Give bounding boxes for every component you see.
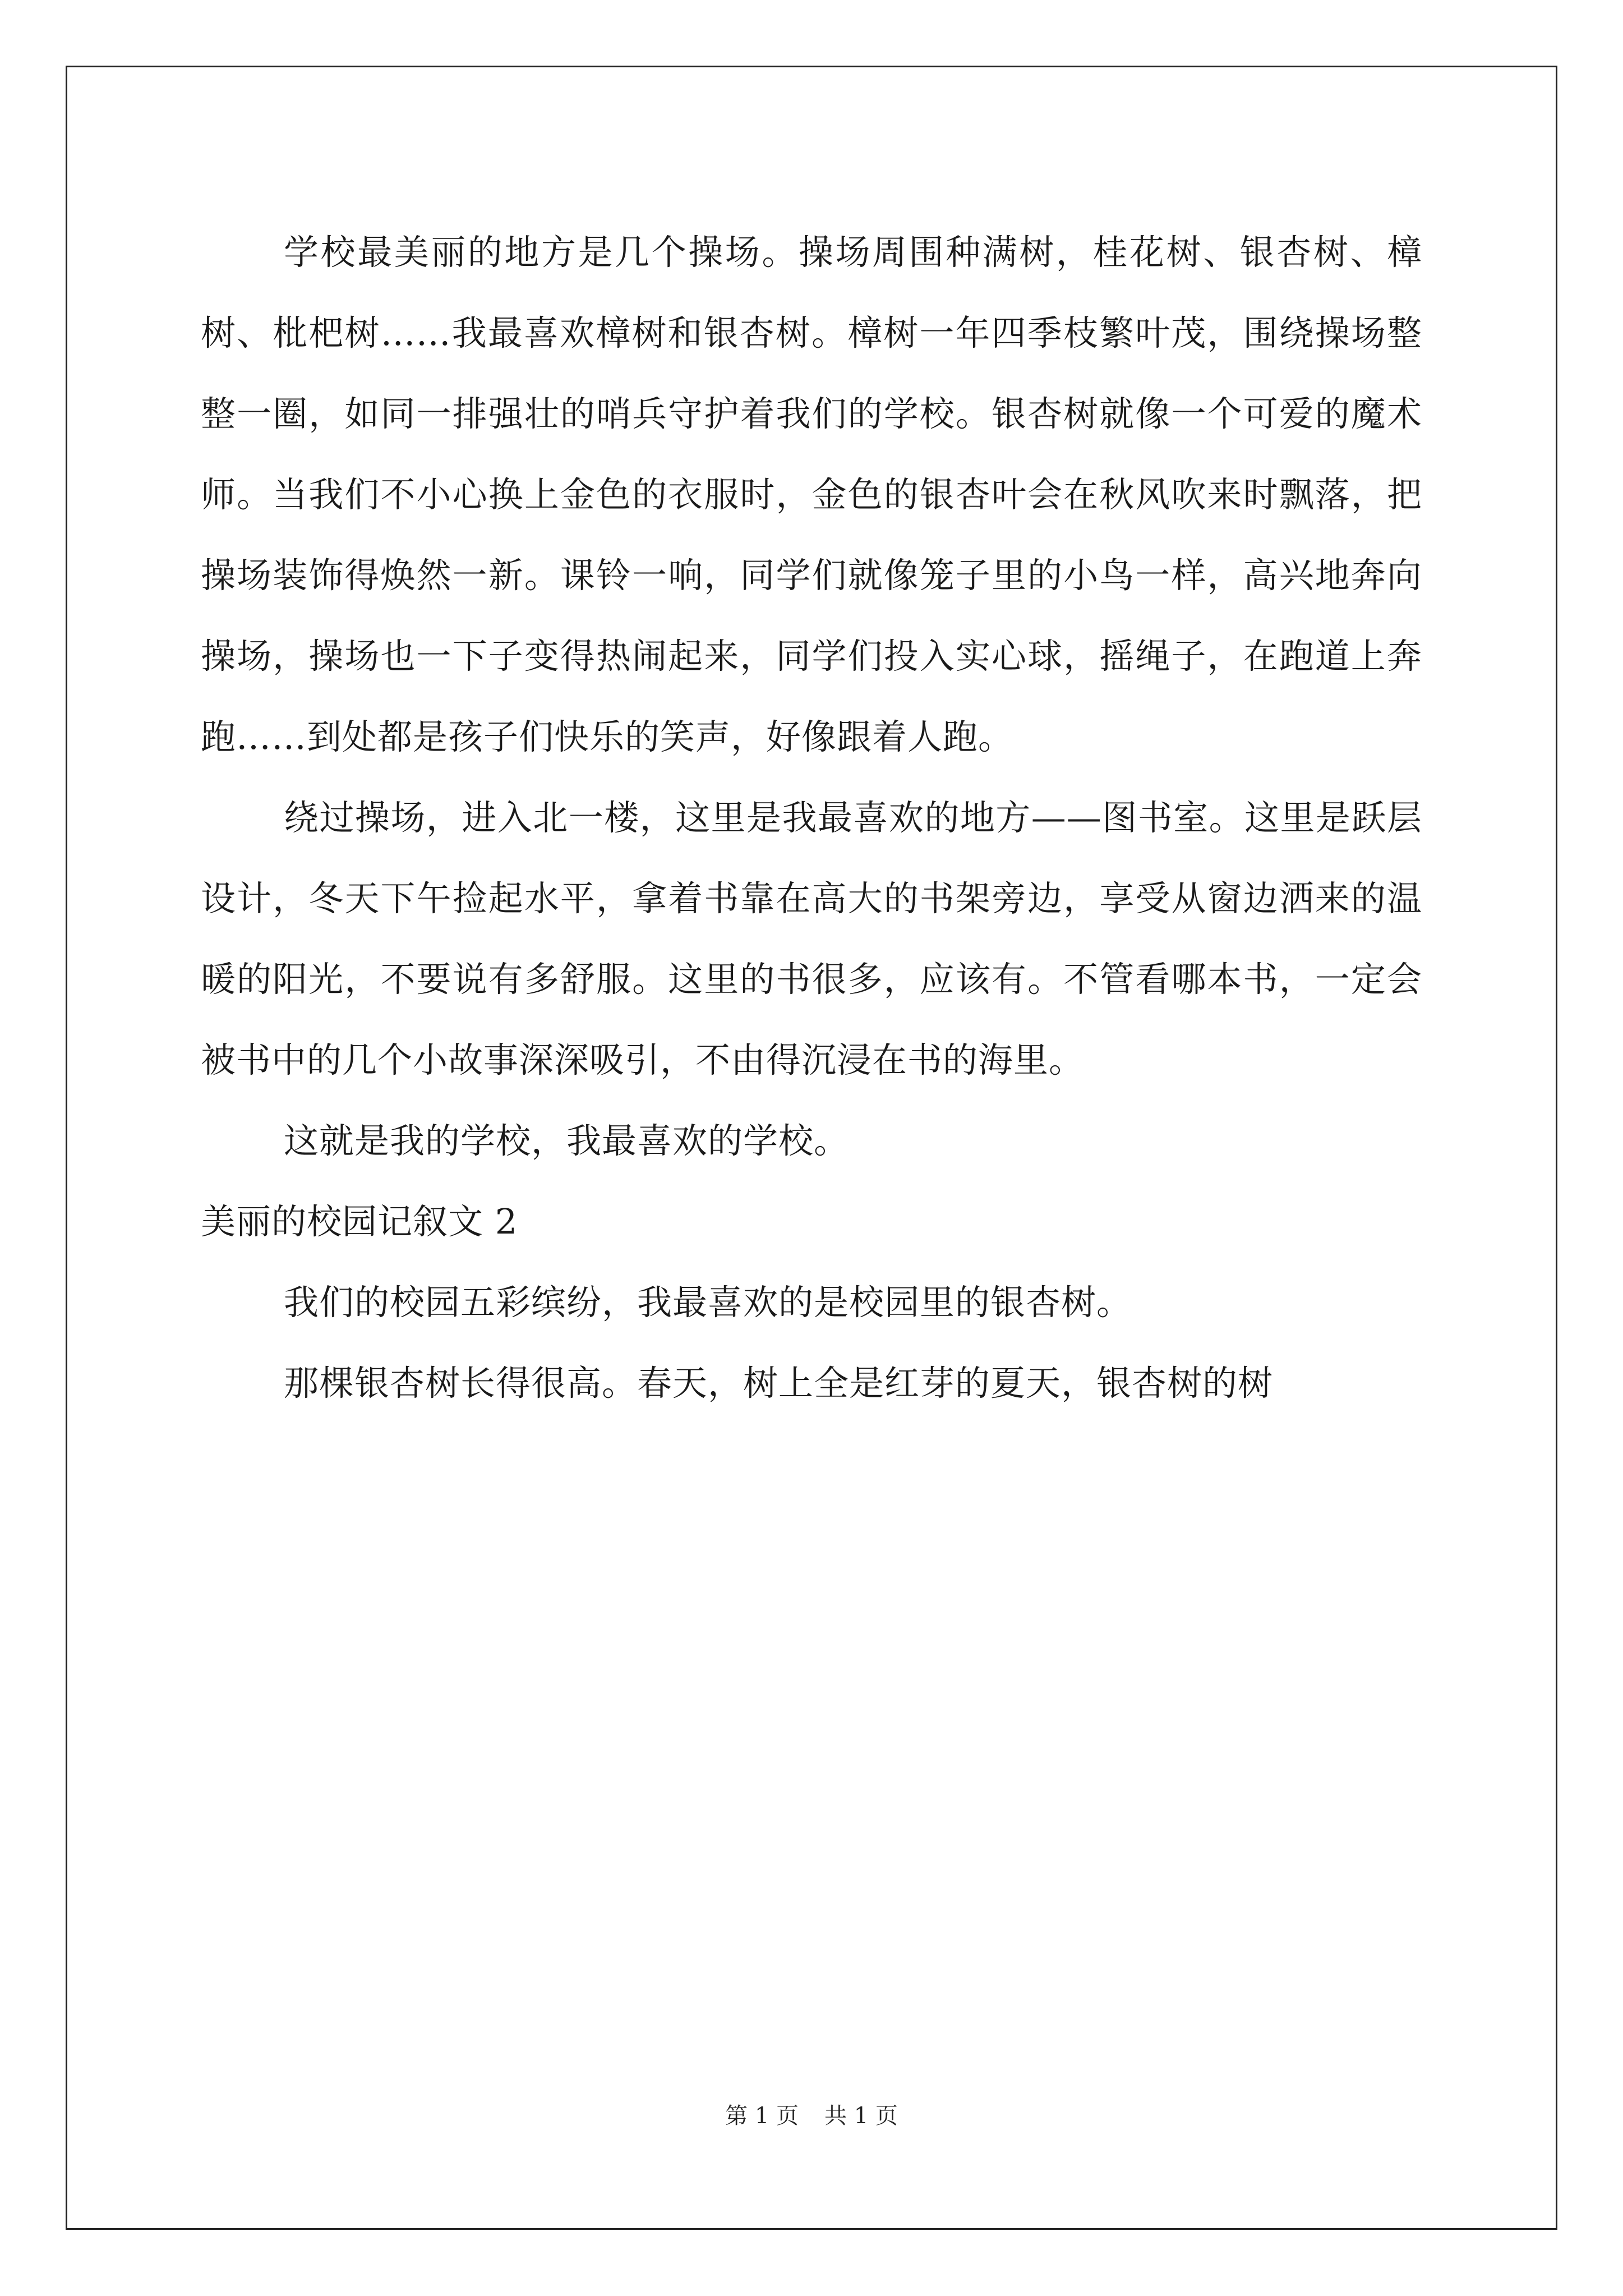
paragraph-playground: 学校最美丽的地方是几个操场。操场周围种满树，桂花树、银杏树、樟树、枇杷树……我最喜欢樟树和银杏树。樟树一年四季枝繁叶茂，围绕操场整整一圈，如同一排强壮的哨兵守护着我们的学校。银杏树就像一个可爱的魔术师。当我们不小心换上金色的衣服时，金色的银杏叶会在秋风吹来时飘落，把操场装饰得焕然一新。课铃一响，同学们就像笼子里的小鸟一样，高兴地奔向操场，操场也一下子变得热闹起来，同学们投入实心球，摇绳子，在跑道上奔跑……到处都是孩子们快乐的笑声，好像跟着人跑。 xyxy=(201,232,1422,757)
paragraph-conclusion: 这就是我的学校，我最喜欢的学校。 xyxy=(284,1120,850,1161)
page-total: 共 1 页 xyxy=(824,2103,898,2129)
paragraph-library: 绕过操场，进入北一楼，这里是我最喜欢的地方——图书室。这里是跃层设计，冬天下午捡起水平，拿着书靠在高大的书架旁边，享受从窗边洒来的温暖的阳光，不要说有多舒服。这里的书很多，应该有。不管看哪本书，一定会被书中的几个小故事深深吸引，不由得沉浸在书的海里。 xyxy=(201,797,1422,1080)
section-title: 美丽的校园记叙文 2 xyxy=(201,1201,518,1242)
paragraph-intro-ginkgo: 我们的校园五彩缤纷，我最喜欢的是校园里的银杏树。 xyxy=(284,1282,1132,1323)
document-body xyxy=(201,212,1422,1424)
page-number: 第 1 页 xyxy=(725,2103,799,2129)
page-footer xyxy=(0,2099,1623,2133)
paragraph-ginkgo-tree: 那棵银杏树长得很高。春天，树上全是红芽的夏天，银杏树的树 xyxy=(284,1363,1274,1404)
